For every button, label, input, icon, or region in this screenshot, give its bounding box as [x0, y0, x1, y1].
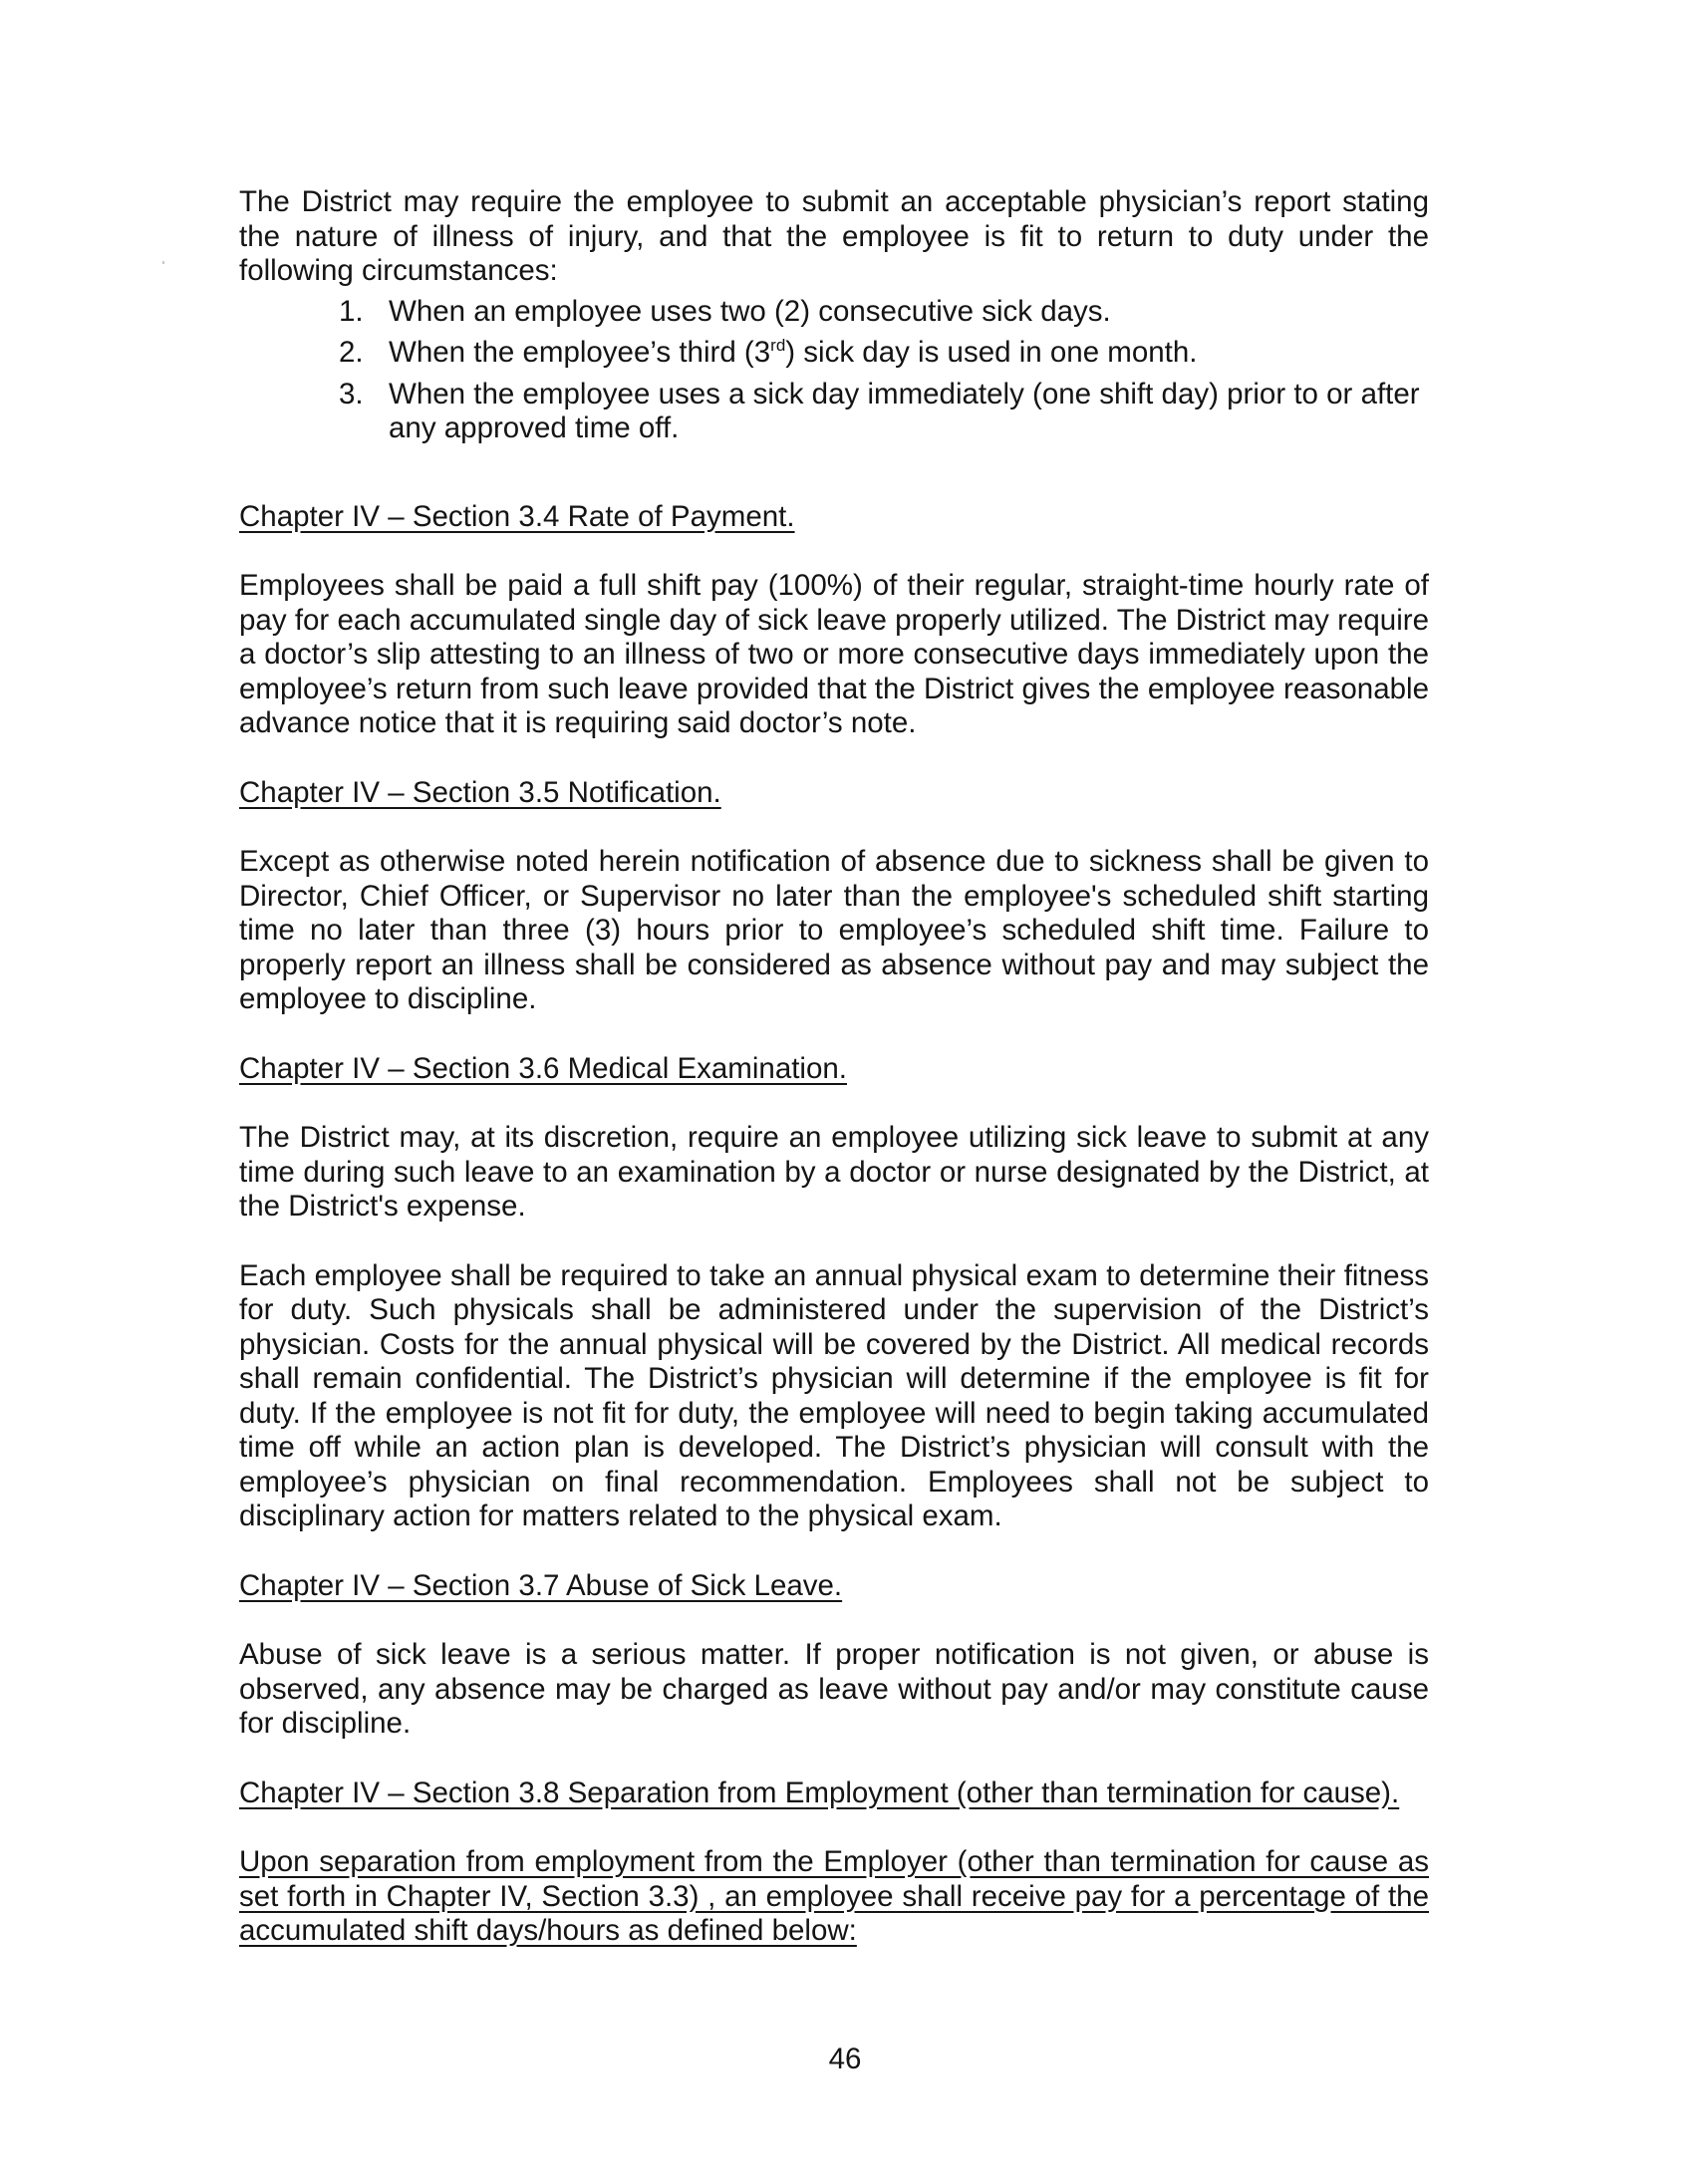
- list-item: [239, 295, 1429, 330]
- list-number: 1.: [339, 294, 364, 328]
- circumstances-list: [239, 295, 1429, 446]
- ordinal-suffix: rd: [770, 336, 786, 356]
- list-item: [239, 378, 1429, 446]
- section-3-5-paragraph: Except as otherwise noted herein notification of absence due to sickness shall be given to Director, Chief Officer, or Supervisor no later than the employee's scheduled shift starting time no later than three (3) hours prior to employee’s scheduled shift time. Failure to properly report an illness shall be considered as absence without pay and may subject the employee to discipline.: [239, 845, 1429, 1015]
- section-3-5-heading: Chapter IV – Section 3.5 Notification.: [239, 775, 721, 809]
- list-number: 3.: [339, 377, 364, 410]
- document-body: [239, 185, 1429, 1949]
- section-3-6-heading: Chapter IV – Section 3.6 Medical Examination.: [239, 1051, 847, 1085]
- section-3-7-paragraph: Abuse of sick leave is a serious matter. If proper notification is not given, or abuse is observed, any absence may be charged as leave without pay and/or may constitute cause for discipline.: [239, 1638, 1429, 1740]
- section-3-6-paragraph: Each employee shall be required to take an annual physical exam to determine their fitness for duty. Such physicals shall be administered under the supervision of the District’s physician. Costs for the annual physical will be covered by the District. All medical records shall remain confidential. The District’s physician will determine if the employee is fit for duty. If the employee is not fit for duty, the employee will need to begin taking accumulated time off while an action plan is developed. The District’s physician will consult with the employee’s physician on final recommendation. Employees shall not be subject to disciplinary action for matters related to the physical exam.: [239, 1258, 1429, 1532]
- section-3-8-paragraph: Upon separation from employment from the Employer (other than termination for cause as set forth in Chapter IV, Section 3.3) , an employee shall receive pay for a percentage of the accumulated shift days/hours as defined below:: [239, 1845, 1429, 1947]
- list-number: 2.: [339, 336, 364, 369]
- scan-mark: [162, 261, 164, 264]
- intro-paragraph: The District may require the employee to submit an acceptable physician’s report stating the nature of illness of injury, and that the employee is fit to return to duty under the following circumstances:: [239, 185, 1429, 287]
- section-3-4-paragraph: Employees shall be paid a full shift pay (100%) of their regular, straight-time hourly rate of pay for each accumulated single day of sick leave properly utilized. The District may require a doctor’s slip attesting to an illness of two or more consecutive days immediately upon the employee’s return from such leave provided that the District gives the employee reasonable advance notice that it is requiring said doctor’s note.: [239, 569, 1429, 739]
- list-item: [239, 336, 1429, 371]
- list-item-text-end: ) sick day is used in one month.: [785, 336, 1198, 369]
- list-item-text: When an employee uses two (2) consecutive sick days.: [389, 294, 1111, 328]
- section-3-4-heading: Chapter IV – Section 3.4 Rate of Payment.: [239, 499, 795, 533]
- section-3-7-heading: Chapter IV – Section 3.7 Abuse of Sick Leave.: [239, 1568, 843, 1602]
- page-number: 46: [828, 2043, 862, 2075]
- section-3-8-heading: Chapter IV – Section 3.8 Separation from Employment (other than termination for cause).: [239, 1775, 1400, 1809]
- list-item-text: When the employee’s third (3: [389, 336, 771, 369]
- section-3-6-paragraph: The District may, at its discretion, require an employee utilizing sick leave to submit at any time during such leave to an examination by a doctor or nurse designated by the District, at the District's expense.: [239, 1121, 1429, 1223]
- list-item-text: When the employee uses a sick day immediately (one shift day) prior to or after any approved time off.: [389, 377, 1420, 444]
